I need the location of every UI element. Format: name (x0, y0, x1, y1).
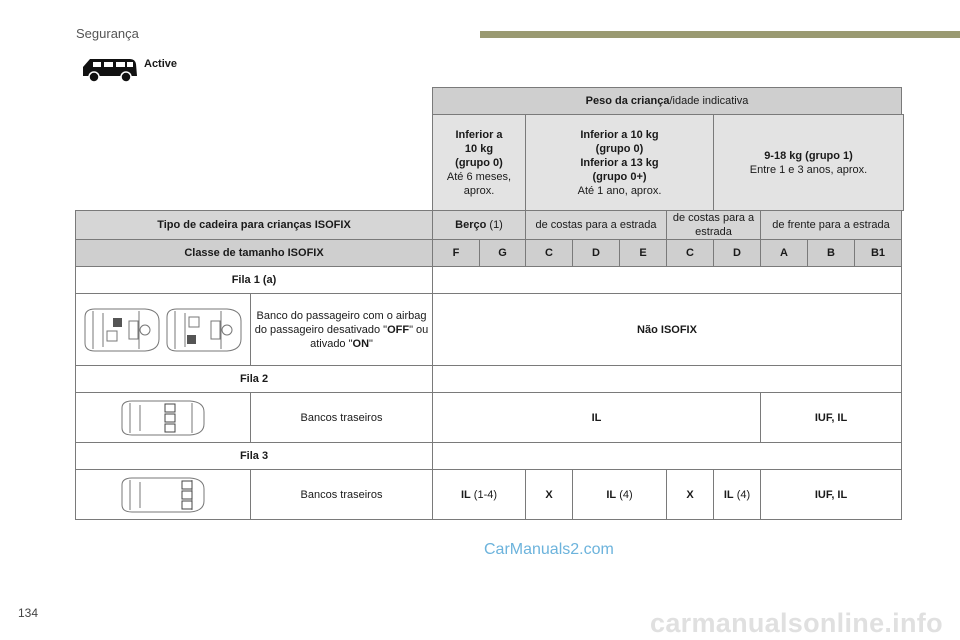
row3-value-6: IUF, IL (761, 470, 902, 520)
size-class-cell: D (714, 240, 761, 267)
page-number: 134 (18, 606, 39, 620)
row3-value-2: X (526, 470, 573, 520)
weight-group-c: 9-18 kg (grupo 1) Entre 1 e 3 anos, aprox. (714, 115, 904, 211)
weight-header: Peso da criança/idade indicativa (433, 88, 902, 115)
size-class-cell: A (761, 240, 808, 267)
row3-value-3: IL (4) (573, 470, 667, 520)
size-class-cell: B (808, 240, 855, 267)
row2-diagram-cell (76, 393, 251, 443)
isofix-table (75, 87, 904, 520)
row1-value: Não ISOFIX (433, 294, 902, 366)
weight-group-b: Inferior a 10 kg (grupo 0) Inferior a 13 kg (grupo 0+) Até 1 ano, aprox. (526, 115, 714, 211)
row2-value-a: IL (433, 393, 761, 443)
section-title: Segurança (76, 26, 139, 41)
row2-car-diagram (118, 398, 208, 438)
row3-seat-label: Bancos traseiros (251, 470, 433, 520)
van-icon (80, 54, 138, 84)
size-class-label: Classe de tamanho ISOFIX (76, 240, 433, 267)
row3-car-diagram (118, 475, 208, 515)
weight-group-a: Inferior a 10 kg (grupo 0) Até 6 meses, aprox. (433, 115, 526, 211)
row1-title: Fila 1 (a) (76, 267, 433, 294)
row1-diagram-cell (76, 294, 251, 366)
section-header-bar (480, 31, 960, 38)
row2-seat-label: Bancos traseiros (251, 393, 433, 443)
size-class-cell: D (573, 240, 620, 267)
front-seat-car-diagram (79, 301, 247, 359)
row3-value-4: X (667, 470, 714, 520)
seat-type-forward-facing: de frente para a estrada (761, 211, 902, 240)
row3-value-5: IL (4) (714, 470, 761, 520)
size-class-cell: E (620, 240, 667, 267)
row2-title: Fila 2 (76, 366, 433, 393)
size-class-cell: F (433, 240, 480, 267)
model-label: Active (144, 58, 178, 70)
seat-type-rear-facing-2: de costas para a estrada (667, 211, 761, 240)
row1-seat-description: Banco do passageiro com o airbag do passageiro desativado "OFF" ou ativado "ON" (251, 294, 433, 366)
size-class-cell: C (667, 240, 714, 267)
size-class-cell: C (526, 240, 573, 267)
row3-title: Fila 3 (76, 443, 433, 470)
row3-value-1: IL (1-4) (433, 470, 526, 520)
row3-diagram-cell (76, 470, 251, 520)
row2-value-b: IUF, IL (761, 393, 902, 443)
seat-type-rear-facing: de costas para a estrada (526, 211, 667, 240)
size-class-cell: B1 (855, 240, 902, 267)
watermark-bottom: carmanualsonline.info (650, 608, 943, 638)
seat-type-cradle: Berço (1) (433, 211, 526, 240)
size-class-cell: G (480, 240, 526, 267)
watermark-link[interactable]: CarManuals2.com (484, 541, 614, 558)
seat-type-label: Tipo de cadeira para crianças ISOFIX (76, 211, 433, 240)
